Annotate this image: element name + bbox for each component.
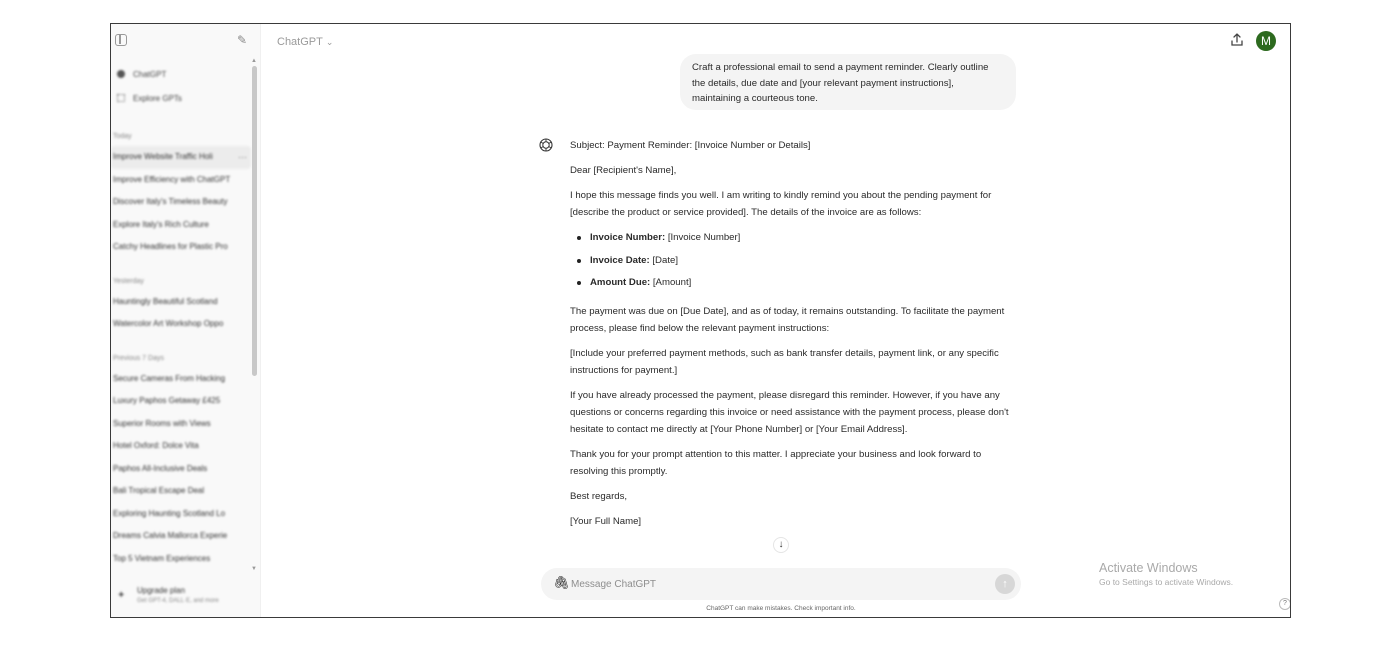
history-item[interactable]: Bali Tropical Escape Deal [113, 486, 205, 495]
composer [541, 568, 1021, 600]
model-selector[interactable] [277, 36, 333, 48]
more-options-icon[interactable]: ··· [238, 152, 247, 162]
chatgpt-logo-icon [117, 70, 125, 78]
paperclip-icon[interactable]: 🖇 [553, 575, 570, 590]
activate-windows-watermark [1099, 561, 1233, 587]
message-input[interactable] [571, 574, 971, 594]
sidebar-item-label: ChatGPT [133, 69, 167, 79]
new-chat-icon[interactable]: ✎ [237, 33, 248, 47]
email-paragraph: If you have already processed the payment, please disregard this reminder. However, if you have any questions or concerns regarding this invoice or need assistance with the payment process, please don't hesitate to contact me directly at [Your Phone Number] or [Your Email Address]. [570, 389, 1009, 435]
disclaimer: ChatGPT can make mistakes. Check important info. [706, 605, 856, 612]
history-item[interactable]: Secure Cameras From Hacking [113, 373, 226, 383]
upgrade-subtitle: Get GPT-4, DALL·E, and more [137, 598, 219, 604]
email-closing: Best regards, [570, 490, 628, 502]
history-item[interactable]: Superior Rooms with Views [113, 418, 211, 428]
history-item[interactable]: Explore Italy's Rich Culture [113, 219, 209, 229]
sidebar-item-chatgpt[interactable] [111, 62, 251, 86]
email-paragraph: [Include your preferred payment methods, such as bank transfer details, payment link, or any specific instructions for payment.] [570, 347, 999, 376]
upgrade-title: Upgrade plan [137, 586, 186, 595]
history-item[interactable]: Discover Italy's Timeless Beauty [113, 197, 228, 206]
share-icon[interactable] [1229, 32, 1245, 48]
scroll-to-bottom-button[interactable] [773, 537, 789, 553]
arrow-up-icon: ↑ [1002, 578, 1008, 590]
upgrade-plan-button[interactable] [115, 582, 255, 612]
email-greeting: Dear [Recipient's Name], [570, 165, 677, 176]
email-paragraph: Thank you for your prompt attention to this matter. I appreciate your business and look forward to resolving this promptly. [570, 448, 982, 477]
history-group-label: Yesterday [113, 277, 144, 285]
invoice-details-list [570, 229, 1020, 297]
sidebar-item-explore-gpts[interactable] [111, 86, 251, 110]
history-item[interactable]: Watercolor Art Workshop Oppo [113, 319, 224, 328]
app-window [110, 23, 1291, 618]
chevron-down-icon: ⌄ [325, 37, 334, 47]
arrow-down-icon: ↓ [778, 539, 784, 550]
model-label: ChatGPT [277, 36, 323, 48]
email-subject: Subject: Payment Reminder: [Invoice Number or Details] [570, 140, 811, 151]
sidebar-toggle-icon[interactable] [115, 34, 127, 46]
history-item[interactable]: Hotel Oxford: Dolce Vita [113, 441, 199, 450]
history-item[interactable]: Luxury Paphos Getaway £425 [113, 396, 221, 405]
chatgpt-logo-icon [539, 138, 553, 152]
email-signature: [Your Full Name] [570, 515, 642, 527]
assistant-message [570, 137, 1020, 538]
list-item: Invoice Date: [Date] [570, 252, 1020, 275]
sidebar-top [111, 32, 261, 52]
sparkle-icon: ✦ [117, 590, 126, 601]
sidebar-scrollbar[interactable] [252, 66, 257, 376]
avatar[interactable]: M [1256, 31, 1276, 51]
watermark-subtitle: Go to Settings to activate Windows. [1099, 577, 1234, 587]
email-intro: I hope this message finds you well. I am writing to kindly remind you about the pending payment for [describe the product or service provided]. The details of the invoice are as follows: [570, 190, 992, 218]
history-item[interactable]: Paphos All-Inclusive Deals [113, 463, 208, 473]
history-item[interactable]: Improve Website Traffic Holi ··· [111, 146, 251, 169]
list-item: Amount Due: [Amount] [570, 274, 1020, 297]
history-group-label: Today [113, 133, 132, 140]
scroll-down-arrow-icon[interactable]: ▼ [251, 566, 257, 572]
scroll-up-arrow-icon[interactable]: ▲ [251, 58, 257, 64]
history-item[interactable]: Hauntingly Beautiful Scotland [113, 296, 218, 306]
grid-icon [117, 94, 125, 102]
send-button[interactable] [995, 574, 1015, 594]
sidebar [111, 24, 261, 617]
chat-history [111, 128, 251, 570]
history-item[interactable]: Exploring Haunting Scotland Lo [113, 508, 226, 518]
sidebar-nav [111, 62, 251, 110]
watermark-title: Activate Windows [1099, 561, 1198, 575]
history-item[interactable]: Catchy Headlines for Plastic Pro [113, 242, 228, 251]
sidebar-item-label: Explore GPTs [133, 93, 182, 103]
history-group-label: Previous 7 Days [113, 354, 164, 362]
user-message: Craft a professional email to send a payment reminder. Clearly outline the details, due date and [your relevant payment instructions], maintaining a courteous tone. [680, 54, 1016, 110]
history-item[interactable]: Dreams Calvia Mallorca Experie [113, 531, 228, 540]
help-button[interactable]: ? [1279, 598, 1291, 610]
history-item[interactable]: Improve Efficiency with ChatGPT [113, 174, 231, 184]
email-paragraph: The payment was due on [Due Date], and as of today, it remains outstanding. To facilitate the payment process, please find below the relevant payment instructions: [570, 305, 1005, 334]
list-item: Invoice Number: [Invoice Number] [570, 229, 1020, 252]
history-item[interactable]: Top 5 Vietnam Experiences [113, 553, 211, 563]
